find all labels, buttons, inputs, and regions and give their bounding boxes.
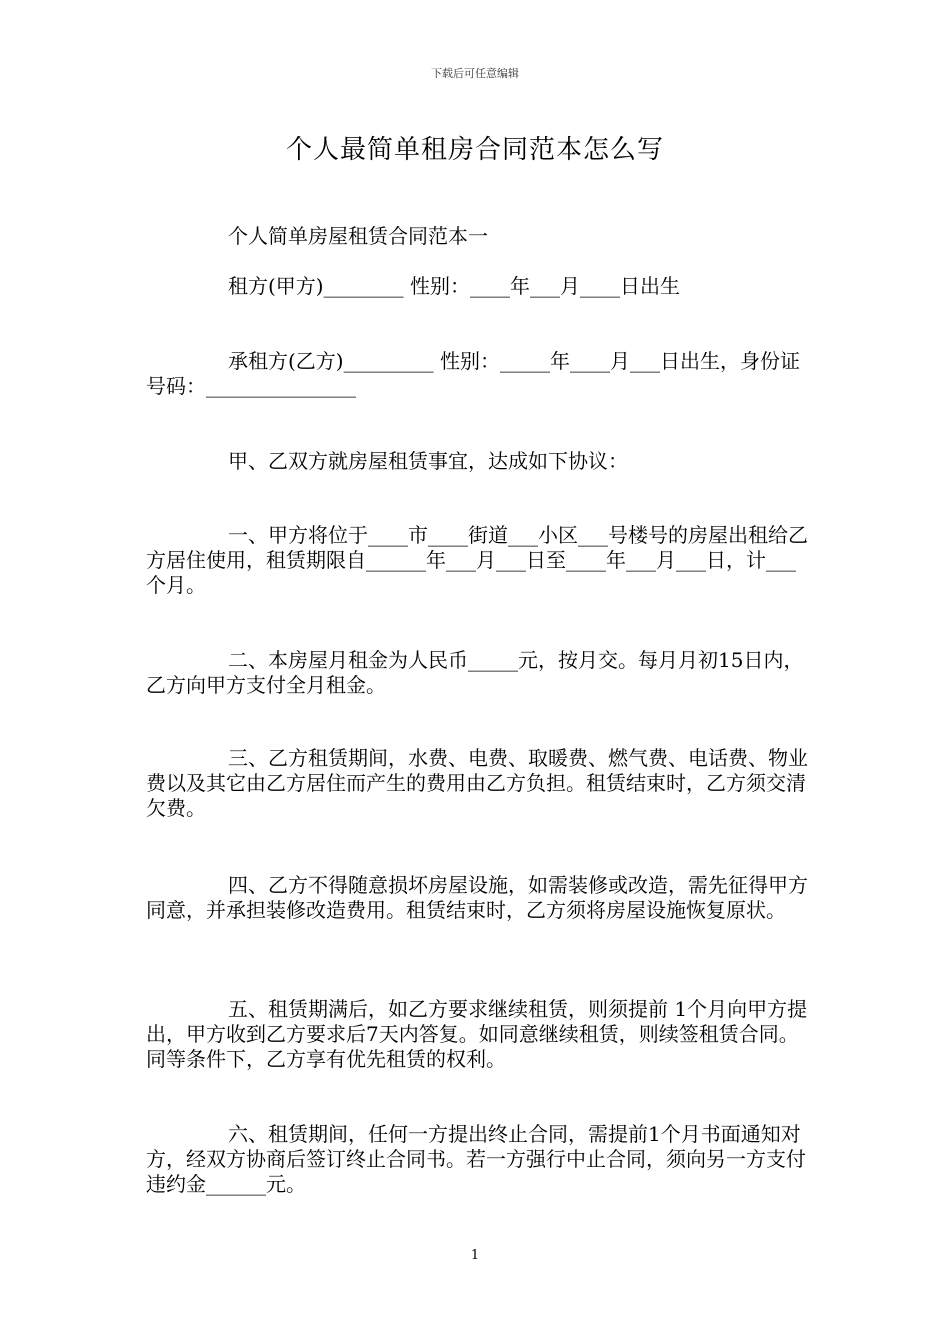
contract-subtitle: 个人简单房屋租赁合同范本一	[228, 224, 488, 248]
lessee-line: 承租方(乙方)_________ 性别：_____年____月___日出生，身份证号码：_______________	[146, 349, 800, 398]
document-title: 个人最简单租房合同范本怎么写	[285, 135, 664, 165]
lessor-line: 租方(甲方)________ 性别：____年___月____日出生	[228, 274, 680, 298]
clause-5: 五、租赁期满后，如乙方要求继续租赁，则须提前 1个月向甲方提出，甲方收到乙方要求后7天内答复。如同意继续租赁，则续签租赁合同。同等条件下，乙方享有优先租赁的权利。	[146, 997, 808, 1071]
clause-2: 二、本房屋月租金为人民币_____元，按月交。每月月初15日内，乙方向甲方支付全月租金。	[146, 648, 804, 697]
clause-4: 四、乙方不得随意损坏房屋设施，如需装修或改造，需先征得甲方同意，并承担装修改造费用。租赁结束时，乙方须将房屋设施恢复原状。	[146, 873, 808, 922]
clause-6: 六、租赁期间，任何一方提出终止合同，需提前1个月书面通知对方，经双方协商后签订终止合同书。若一方强行中止合同，须向另一方支付违约金______元。	[146, 1122, 806, 1196]
clause-1: 一、甲方将位于____市____街道___小区___号楼号的房屋出租给乙方居住使用，租赁期限自______年___月___日至____年___月___日，计___个月。	[146, 523, 808, 597]
clause-3: 三、乙方租赁期间，水费、电费、取暖费、燃气费、电话费、物业费以及其它由乙方居住而产生的费用由乙方负担。租赁结束时，乙方须交清欠费。	[146, 746, 808, 820]
header-note: 下载后可任意编辑	[431, 67, 519, 80]
agreement-intro: 甲、乙双方就房屋租赁事宜，达成如下协议：	[228, 449, 628, 473]
page-number: 1	[470, 1248, 480, 1263]
